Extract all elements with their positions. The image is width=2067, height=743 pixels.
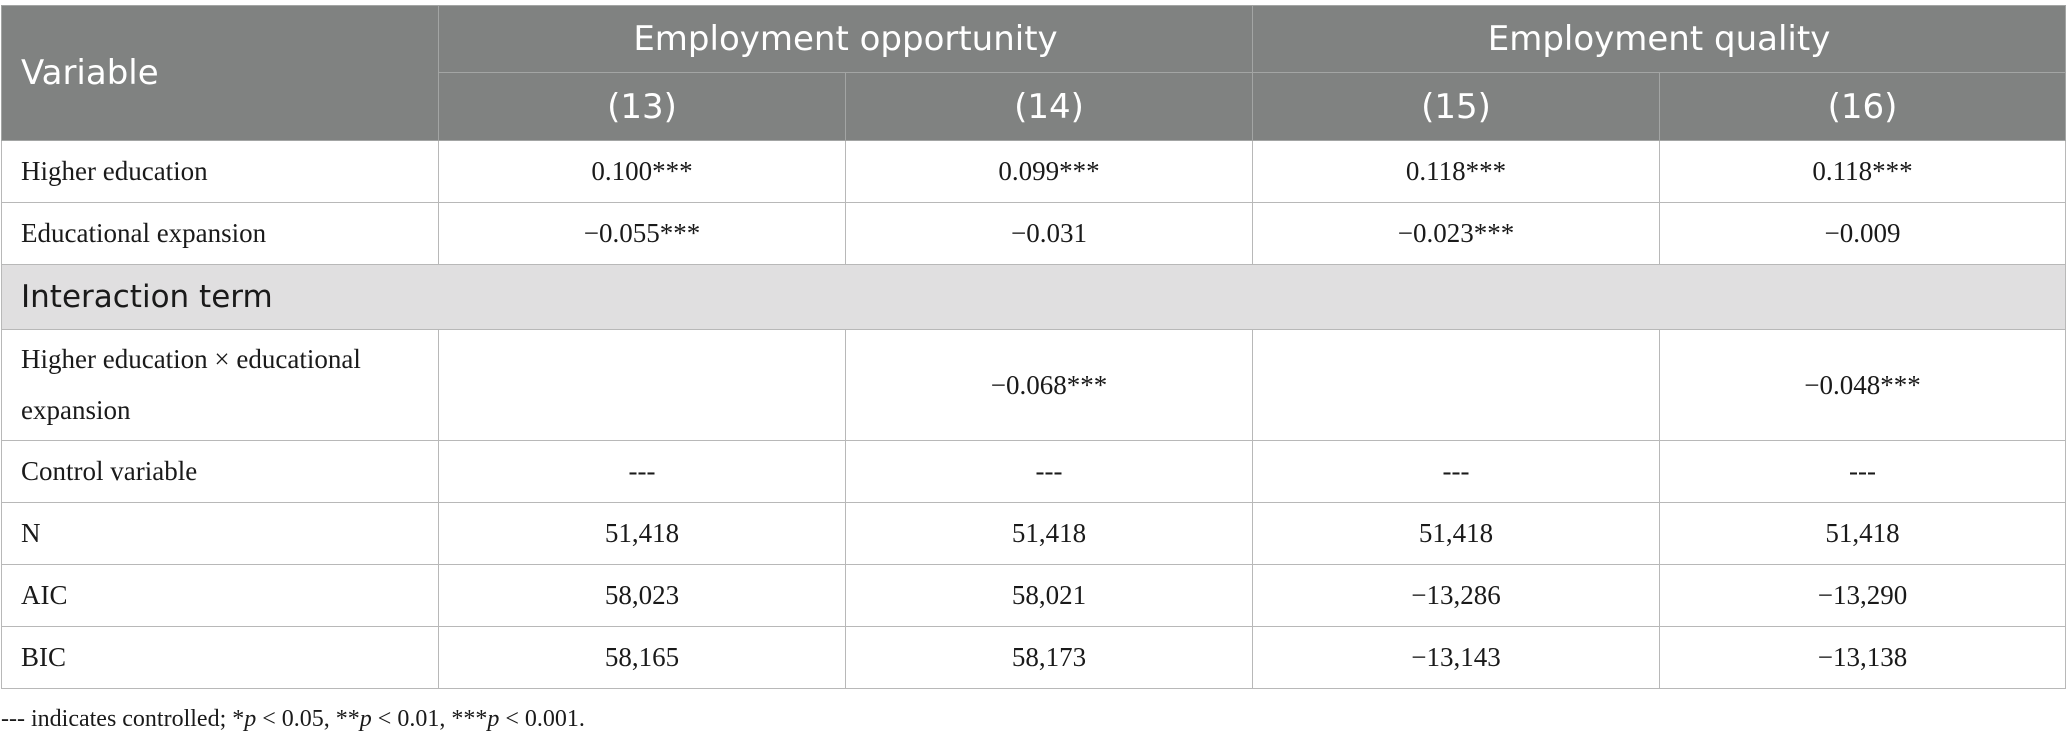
table-row-aic [2, 565, 2066, 627]
cell-value: --- [439, 441, 846, 503]
row-label-line2: expansion [21, 395, 131, 425]
cell-value: --- [846, 441, 1253, 503]
results-table [1, 5, 2066, 689]
group-header-employment-quality: Employment quality [1253, 6, 2066, 73]
cell-value: −0.055*** [439, 203, 846, 265]
group-header-employment-opportunity: Employment opportunity [439, 6, 1253, 73]
footnote-text: < 0.05, ** [256, 706, 360, 732]
model-header-14: (14) [846, 73, 1253, 141]
model-header-13: (13) [439, 73, 846, 141]
row-label: BIC [2, 627, 439, 689]
row-label: Higher education [2, 141, 439, 203]
cell-value: 58,021 [846, 565, 1253, 627]
cell-value: −13,286 [1253, 565, 1660, 627]
variable-column-header: Variable [2, 6, 439, 141]
cell-value: 0.118*** [1660, 141, 2066, 203]
cell-value [439, 330, 846, 441]
table-row-control-variable [2, 441, 2066, 503]
table-row-n [2, 503, 2066, 565]
cell-value: −0.031 [846, 203, 1253, 265]
footnote-p-symbol: p [487, 706, 500, 732]
cell-value: −0.023*** [1253, 203, 1660, 265]
row-label-line1: Higher education × educational [21, 344, 361, 374]
row-label: N [2, 503, 439, 565]
header-row-groups [2, 6, 2066, 73]
model-header-15: (15) [1253, 73, 1660, 141]
row-label: Educational expansion [2, 203, 439, 265]
table-row-interaction [2, 330, 2066, 441]
cell-value: −0.068*** [846, 330, 1253, 441]
footnote-text: < 0.01, *** [371, 706, 488, 732]
cell-value: 51,418 [439, 503, 846, 565]
cell-value: 51,418 [846, 503, 1253, 565]
cell-value: 51,418 [1253, 503, 1660, 565]
table-row-educational-expansion [2, 203, 2066, 265]
cell-value: −13,138 [1660, 627, 2066, 689]
cell-value: 0.118*** [1253, 141, 1660, 203]
table-row-higher-education [2, 141, 2066, 203]
cell-value: −0.009 [1660, 203, 2066, 265]
row-label: Control variable [2, 441, 439, 503]
model-header-16: (16) [1660, 73, 2066, 141]
table-row-bic [2, 627, 2066, 689]
cell-value: −0.048*** [1660, 330, 2066, 441]
cell-value: 58,023 [439, 565, 846, 627]
footnote-text: --- indicates controlled; * [1, 706, 245, 732]
cell-value: --- [1660, 441, 2066, 503]
cell-value: 58,173 [846, 627, 1253, 689]
cell-value: 0.099*** [846, 141, 1253, 203]
row-label: AIC [2, 565, 439, 627]
section-row-interaction-term [2, 265, 2066, 330]
cell-value: 58,165 [439, 627, 846, 689]
cell-value: −13,290 [1660, 565, 2066, 627]
cell-value: 0.100*** [439, 141, 846, 203]
footnote-p-symbol: p [244, 706, 257, 732]
section-label: Interaction term [2, 265, 2066, 330]
cell-value: --- [1253, 441, 1660, 503]
footnote-text: < 0.001. [499, 706, 585, 732]
table-footnote [1, 706, 585, 733]
row-label [2, 330, 439, 441]
cell-value: −13,143 [1253, 627, 1660, 689]
cell-value [1253, 330, 1660, 441]
cell-value: 51,418 [1660, 503, 2066, 565]
footnote-p-symbol: p [359, 706, 372, 732]
